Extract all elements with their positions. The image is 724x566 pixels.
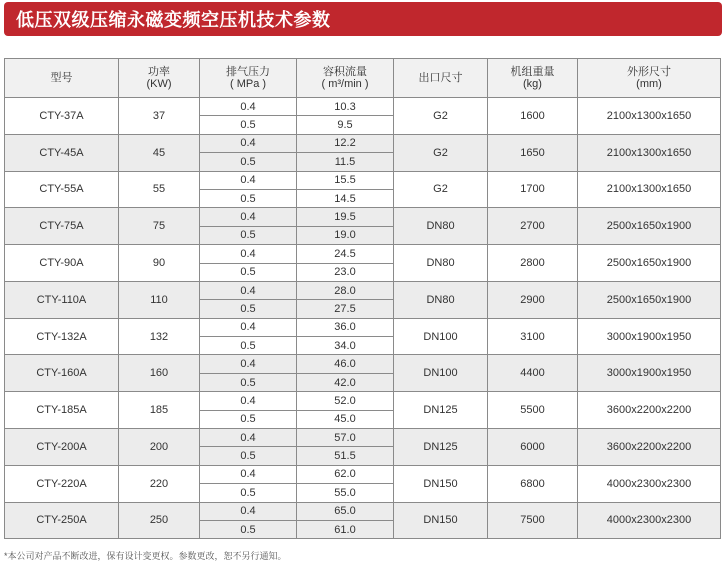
- flow-cell: 19.0: [297, 226, 394, 244]
- power-cell: 110: [119, 281, 200, 318]
- power-cell: 250: [119, 502, 200, 539]
- pressure-cell: 0.4: [200, 208, 297, 226]
- pressure-cell: 0.4: [200, 245, 297, 263]
- outlet-cell: DN150: [394, 502, 488, 539]
- flow-cell: 14.5: [297, 189, 394, 207]
- model-cell: CTY-37A: [5, 98, 119, 135]
- outlet-cell: DN100: [394, 355, 488, 392]
- flow-cell: 61.0: [297, 520, 394, 538]
- pressure-cell: 0.4: [200, 318, 297, 336]
- flow-cell: 51.5: [297, 447, 394, 465]
- power-cell: 185: [119, 392, 200, 429]
- pressure-cell: 0.4: [200, 171, 297, 189]
- power-cell: 37: [119, 98, 200, 135]
- table-row: [5, 245, 721, 263]
- pressure-cell: 0.5: [200, 153, 297, 171]
- pressure-cell: 0.5: [200, 300, 297, 318]
- weight-cell: 6000: [488, 429, 578, 466]
- outlet-cell: G2: [394, 98, 488, 135]
- outlet-cell: DN125: [394, 429, 488, 466]
- power-cell: 75: [119, 208, 200, 245]
- pressure-cell: 0.5: [200, 116, 297, 134]
- outlet-cell: G2: [394, 171, 488, 208]
- dimensions-cell: 2100x1300x1650: [578, 134, 721, 171]
- flow-cell: 65.0: [297, 502, 394, 520]
- model-cell: CTY-55A: [5, 171, 119, 208]
- outlet-cell: G2: [394, 134, 488, 171]
- flow-cell: 46.0: [297, 355, 394, 373]
- table-row: [5, 134, 721, 152]
- flow-cell: 55.0: [297, 484, 394, 502]
- model-cell: CTY-75A: [5, 208, 119, 245]
- model-cell: CTY-90A: [5, 245, 119, 282]
- outlet-cell: DN100: [394, 318, 488, 355]
- dimensions-cell: 2100x1300x1650: [578, 171, 721, 208]
- pressure-cell: 0.4: [200, 355, 297, 373]
- model-cell: CTY-160A: [5, 355, 119, 392]
- flow-cell: 9.5: [297, 116, 394, 134]
- table-body: [5, 98, 721, 539]
- outlet-cell: DN125: [394, 392, 488, 429]
- flow-cell: 34.0: [297, 337, 394, 355]
- model-cell: CTY-132A: [5, 318, 119, 355]
- power-cell: 200: [119, 429, 200, 466]
- pressure-cell: 0.5: [200, 226, 297, 244]
- weight-cell: 1650: [488, 134, 578, 171]
- outlet-cell: DN150: [394, 465, 488, 502]
- power-cell: 220: [119, 465, 200, 502]
- model-cell: CTY-185A: [5, 392, 119, 429]
- model-cell: CTY-220A: [5, 465, 119, 502]
- weight-cell: 6800: [488, 465, 578, 502]
- dimensions-cell: 3000x1900x1950: [578, 318, 721, 355]
- flow-cell: 62.0: [297, 465, 394, 483]
- pressure-cell: 0.4: [200, 281, 297, 299]
- pressure-cell: 0.4: [200, 98, 297, 116]
- model-cell: CTY-45A: [5, 134, 119, 171]
- outlet-cell: DN80: [394, 281, 488, 318]
- dimensions-cell: 4000x2300x2300: [578, 502, 721, 539]
- dimensions-cell: 3600x2200x2200: [578, 392, 721, 429]
- pressure-cell: 0.4: [200, 465, 297, 483]
- weight-cell: 2800: [488, 245, 578, 282]
- pressure-cell: 0.4: [200, 134, 297, 152]
- table-row: [5, 465, 721, 483]
- weight-cell: 2700: [488, 208, 578, 245]
- outlet-cell: DN80: [394, 208, 488, 245]
- dimensions-cell: 3000x1900x1950: [578, 355, 721, 392]
- table-row: [5, 208, 721, 226]
- flow-cell: 19.5: [297, 208, 394, 226]
- power-cell: 90: [119, 245, 200, 282]
- table-row: [5, 392, 721, 410]
- footnote: *本公司对产品不断改进，保有设计变更权。参数更改，恕不另行通知。: [4, 551, 287, 561]
- pressure-cell: 0.5: [200, 189, 297, 207]
- model-cell: CTY-110A: [5, 281, 119, 318]
- flow-cell: 45.0: [297, 410, 394, 428]
- pressure-cell: 0.5: [200, 263, 297, 281]
- power-cell: 45: [119, 134, 200, 171]
- power-cell: 132: [119, 318, 200, 355]
- pressure-cell: 0.4: [200, 392, 297, 410]
- header-model: 型号: [5, 59, 119, 98]
- table-header-row: [5, 59, 721, 98]
- weight-cell: 2900: [488, 281, 578, 318]
- table-row: [5, 502, 721, 520]
- flow-cell: 23.0: [297, 263, 394, 281]
- table-row: [5, 429, 721, 447]
- pressure-cell: 0.5: [200, 484, 297, 502]
- weight-cell: 4400: [488, 355, 578, 392]
- header-outlet: 出口尺寸: [394, 59, 488, 98]
- dimensions-cell: 2100x1300x1650: [578, 98, 721, 135]
- dimensions-cell: 3600x2200x2200: [578, 429, 721, 466]
- dimensions-cell: 2500x1650x1900: [578, 245, 721, 282]
- flow-cell: 52.0: [297, 392, 394, 410]
- table-row: [5, 98, 721, 116]
- dimensions-cell: 2500x1650x1900: [578, 208, 721, 245]
- table-row: [5, 318, 721, 336]
- weight-cell: 7500: [488, 502, 578, 539]
- flow-cell: 36.0: [297, 318, 394, 336]
- header-flow: 容积流量 ( m³/min ): [297, 59, 394, 98]
- pressure-cell: 0.5: [200, 337, 297, 355]
- weight-cell: 5500: [488, 392, 578, 429]
- flow-cell: 27.5: [297, 300, 394, 318]
- pressure-cell: 0.5: [200, 410, 297, 428]
- weight-cell: 1700: [488, 171, 578, 208]
- header-weight: 机组重量 (kg): [488, 59, 578, 98]
- power-cell: 160: [119, 355, 200, 392]
- header-dimensions: 外形尺寸 (mm): [578, 59, 721, 98]
- flow-cell: 10.3: [297, 98, 394, 116]
- table-row: [5, 171, 721, 189]
- flow-cell: 28.0: [297, 281, 394, 299]
- power-cell: 55: [119, 171, 200, 208]
- flow-cell: 15.5: [297, 171, 394, 189]
- flow-cell: 24.5: [297, 245, 394, 263]
- flow-cell: 42.0: [297, 373, 394, 391]
- table-row: [5, 355, 721, 373]
- outlet-cell: DN80: [394, 245, 488, 282]
- pressure-cell: 0.5: [200, 373, 297, 391]
- header-pressure: 排气压力 ( MPa ): [200, 59, 297, 98]
- header-power: 功率 (KW): [119, 59, 200, 98]
- model-cell: CTY-200A: [5, 429, 119, 466]
- flow-cell: 12.2: [297, 134, 394, 152]
- pressure-cell: 0.4: [200, 502, 297, 520]
- pressure-cell: 0.5: [200, 520, 297, 538]
- spec-table: [4, 58, 721, 539]
- pressure-cell: 0.4: [200, 429, 297, 447]
- page-title: 低压双级压缩永磁变频空压机技术参数: [16, 10, 331, 30]
- model-cell: CTY-250A: [5, 502, 119, 539]
- flow-cell: 57.0: [297, 429, 394, 447]
- table-row: [5, 281, 721, 299]
- weight-cell: 1600: [488, 98, 578, 135]
- flow-cell: 11.5: [297, 153, 394, 171]
- weight-cell: 3100: [488, 318, 578, 355]
- page-title-bar: [4, 2, 722, 36]
- dimensions-cell: 4000x2300x2300: [578, 465, 721, 502]
- pressure-cell: 0.5: [200, 447, 297, 465]
- dimensions-cell: 2500x1650x1900: [578, 281, 721, 318]
